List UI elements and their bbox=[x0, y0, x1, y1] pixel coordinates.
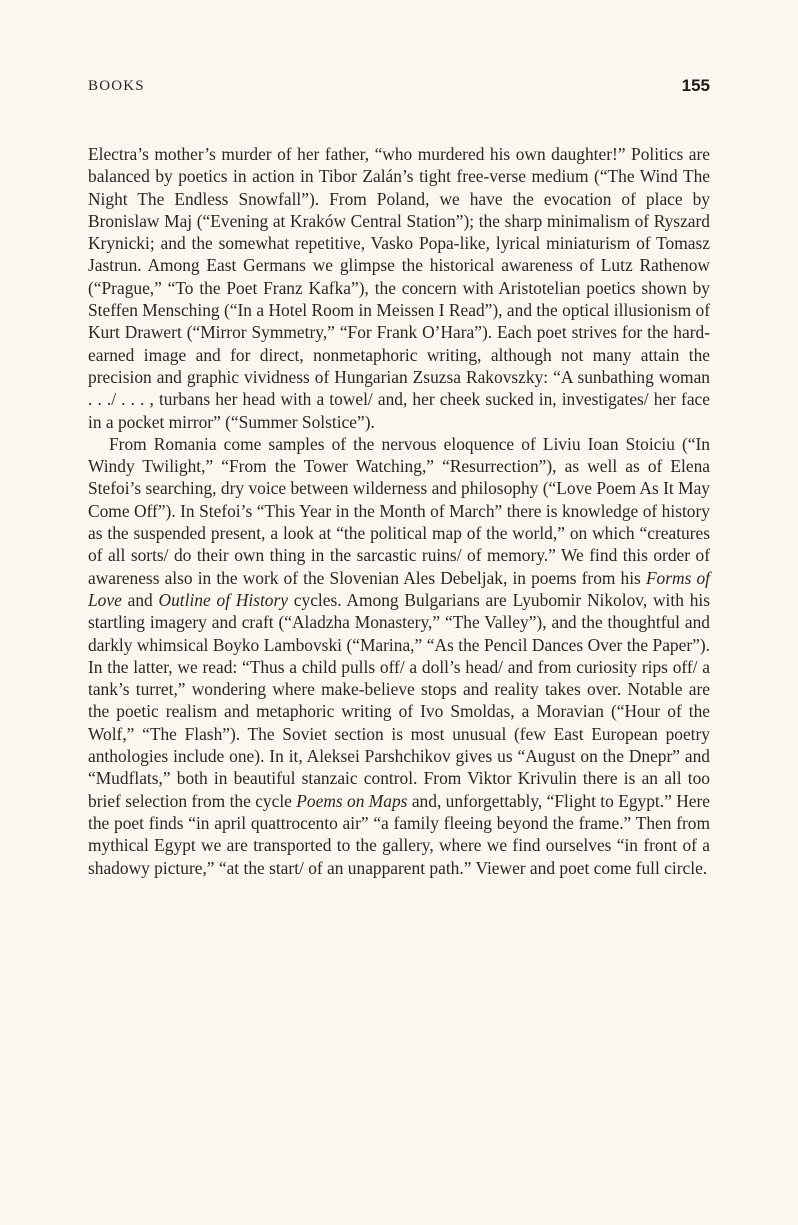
book-title-outline-of-history: Outline of History bbox=[158, 589, 288, 610]
book-title-forms-of-love: Forms of Love bbox=[88, 567, 710, 610]
running-title: BOOKS bbox=[88, 78, 145, 94]
review-body bbox=[88, 143, 710, 879]
page-number: 155 bbox=[681, 76, 710, 95]
paragraph-2-text-2: and bbox=[121, 589, 159, 610]
paragraph-1: Electra’s mother’s murder of her father, “who murdered his own daughter!” Politics are balanced by poetics in action in Tibor Zalán’s tight free-verse medium (“The Wind The Night The Endless Snowfall”). From Poland, we have the evocation of place by Bronislaw Maj (“Evening at Kraków Central Station”); the sharp minimalism of Ryszard Krynicki; and the somewhat repetitive, Vasko Popa-like, lyrical miniaturism of Tomasz Jastrun. Among East Germans we glimpse the historical awareness of Lutz Rathenow (“Prague,” “To the Poet Franz Kafka”), the concern with Aristotelian poetics shown by Steffen Mensching (“In a Hotel Room in Meissen I Read”), and the optical illusionism of Kurt Drawert (“Mirror Symmetry,” “For Frank O’Hara”). Each poet strives for the hard-earned image and for direct, nonmetaphoric writing, although not many attain the precision and graphic vividness of Hungarian Zsuzsa Rakovszky: “A sunbathing woman . . ./ . . . , turbans her head with a towel/ and, her cheek sucked in, investigates/ her face in a pocket mirror” (“Summer Solstice”). bbox=[88, 144, 710, 432]
paragraph-2 bbox=[88, 433, 710, 879]
running-head bbox=[88, 78, 710, 100]
book-title-poems-on-maps: Poems on Maps bbox=[296, 790, 408, 811]
paragraph-2-text-1: From Romania come samples of the nervous eloquence of Liviu Ioan Stoiciu (“In Windy Twilight,” “From the Tower Watching,” “Resurrection”), as well as of Elena Stefoi’s searching, dry voice between wilderness and philosophy (“Love Poem As It May Come Off”). In Stefoi’s “This Year in the Month of March” there is knowledge of history as the suspended present, a look at “the political map of the world,” on which “creatures of all sorts/ do their own thing in the sarcastic ruins/ of memory.” We find this order of awareness also in the work of the Slovenian Ales Debeljak, in poems from his bbox=[88, 433, 710, 588]
paragraph-2-text-4: and, unforgettably, “Flight to Egypt.” Here the poet finds “in april quattrocento air” “a family fleeing beyond the frame.” Then from mythical Egypt we are transported to the gallery, where we find ourselves “in front of a shadowy picture,” “at the start/ of an unapparent path.” Viewer and poet come full circle. bbox=[88, 790, 710, 878]
paragraph-2-text-3: cycles. Among Bulgarians are Lyubomir Nikolov, with his startling imagery and craft (“Aladzha Monastery,” “The Valley”), and the thoughtful and darkly whimsical Boyko Lambovski (“Marina,” “As the Pencil Dances Over the Paper”). In the latter, we read: “Thus a child pulls off/ a doll’s head/ and from curiosity rips off/ a tank’s turret,” wondering where make-believe stops and reality takes over. Notable are the poetic realism and metaphoric writing of Ivo Smoldas, a Moravian (“Hour of the Wolf,” “The Flash”). The Soviet section is most unusual (few East European poetry anthologies include one). In it, Aleksei Parshchikov gives us “August on the Dnepr” and “Mudflats,” both in beautiful stanzaic control. From Viktor Krivulin there is an all too brief selection from the cycle bbox=[88, 589, 710, 811]
